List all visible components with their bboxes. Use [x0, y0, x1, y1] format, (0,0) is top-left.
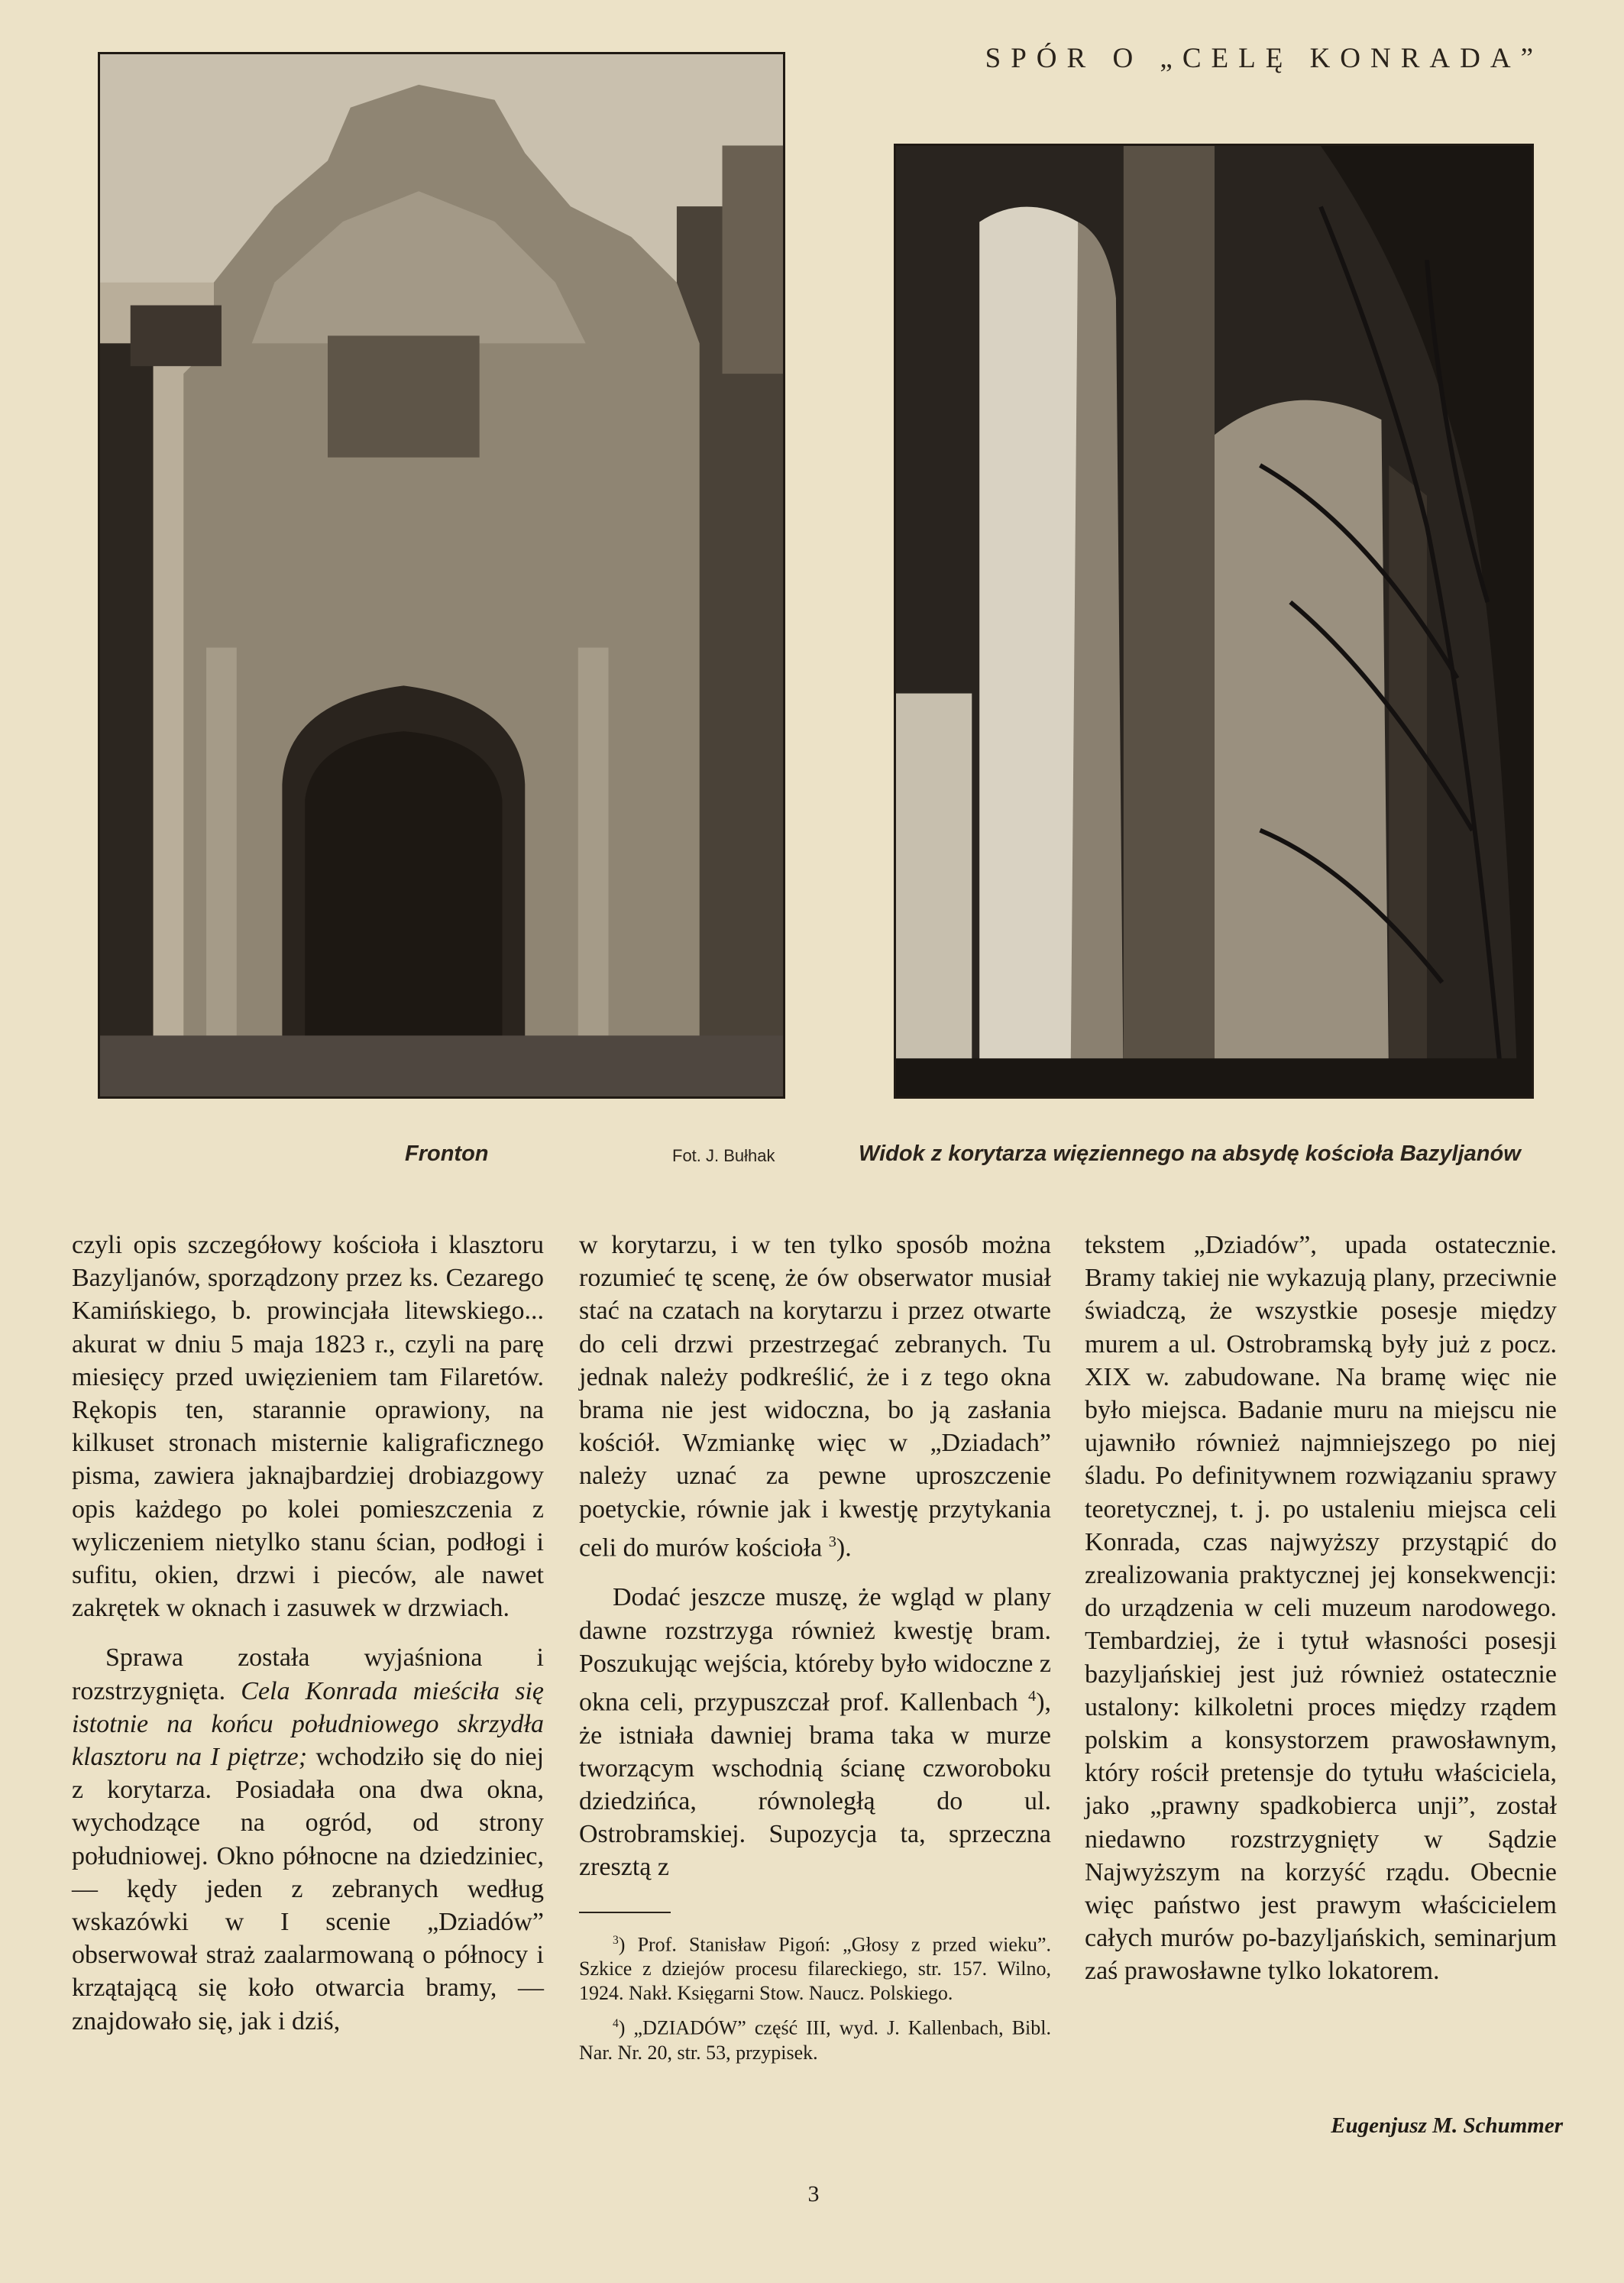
paragraph-4 [579, 1581, 1051, 1883]
paragraph-4-text: Dodać jeszcze muszę, że wgląd w plany dawne rozstrzyga również kwestję bram. Poszukując wejścia, któreby było widoczne z okna celi, przypuszczał prof. Kallenbach [579, 1583, 1051, 1717]
footnote-ref-3: 3 [828, 1533, 836, 1550]
paragraph-4-end: ), że istniała dawniej brama taka w murze tworzącym wschodnią ścianę czworoboku dziedzińca, równoległą do ul. Ostrobramskiej. Supozycja ta, sprzeczna zresztą z [579, 1688, 1052, 1882]
footnote-4-mark: 4 [613, 2017, 619, 2031]
footnote-4-text: „DZIADÓW” część III, wyd. J. Kallenbach, Bibl. Nar. Nr. 20, str. 53, przypisek. [579, 2016, 1051, 2064]
paragraph-2 [72, 1641, 544, 2037]
author-signature: Eugenjusz M. Schummer [1331, 2113, 1563, 2138]
running-title: SPÓR O „CELĘ KONRADA” [985, 43, 1543, 74]
photo-credit: Fot. J. Bułhak [672, 1146, 775, 1165]
fronton-photo-drawing [100, 54, 783, 1096]
footnote-3: $^3$) Prof. Stanisław Pigoń: „Głosy z przed wieku”. Szkice z dziejów procesu filareckiego, str. 157. Wilno, 1924. Nakł. Księgarni Stow. Naucz. Polskiego. [579, 1933, 1051, 2005]
page-number: 3 [807, 2181, 820, 2207]
corridor-view-photo-drawing [896, 146, 1532, 1096]
paragraph-3-text: w korytarzu, i w ten tylko sposób można rozumieć tę scenę, że ów obserwator musiał stać na czatach na korytarzu i przez otwarte do celi drzwi przestrzegać zebranych. Tu jednak należy podkreślić, że i z tego okna brama nie jest widoczna, bo ją zasłania kościół. Wzmiankę więc w „Dziadach” należy uznać za pewne uproszczenie poetyckie, równie jak i kwestję przytykania celi do murów kościoła [579, 1231, 1051, 1562]
paragraph-1: czyli opis szczegółowy kościoła i klasztoru Bazyljanów, sporządzony przez ks. Cezarego Kamińskiego, b. prowincjała litewskiego... akurat w dniu 5 maja 1823 r., czyli na parę miesięcy przed uwięzieniem tam Filaretów. Rękopis ten, starannie oprawiony, na kilkuset stronach misternie kaligraficznego pisma, zawiera jaknajbardziej drobiazgowy opis każdego po kolei pomieszczenia z wyliczeniem nietylko stanu ścian, podłogi i sufitu, okien, drzwi i pieców, ale nawet zakrętek w oknach i zasuwek w drzwiach. [72, 1231, 544, 1623]
paragraph-3 [579, 1229, 1051, 1564]
footnote-3-mark: 3 [613, 1933, 619, 1947]
paragraph-2-emphasis: Cela Konrada mieściła się istotnie na końcu południowego skrzydła klasztoru na I piętrze; [72, 1676, 545, 1772]
fronton-photo [98, 52, 785, 1099]
paragraph-5: tekstem „Dziadów”, upada ostatecznie. Bramy takiej nie wykazują plany, przeciwnie świadczą, że wszystkie posesje między murem a ul. Ostrobramską były już z pocz. XIX w. zabudowane. Na bramę więc nie było miejsca. Badanie muru na miejscu nie ujawniło również najmniejszego po niej śladu. Po definitywnem rozwiązaniu sprawy teoretycznej, t. j. po ustaleniu miejsca celi Konrada, czas najwyższy przystąpić do zrealizowania praktycznej jej konsekwencji: do urządzenia w celi muzeum narodowego. Tembardziej, że i tytuł własności posesji bazyljańskiej jest już również ostatecznie ustalony: kilkoletni proces między rządem polskim a konsystorzem prawosławnym, który rościł pretensje do tytułu właściciela, jako „prawny spadkobierca unji”, został niedawno rozstrzygnięty w Sądzie Najwyższym na korzyść rządu. Obecnie więc państwo jest prawym właścicielem całych murów po-bazyljańskich, seminarjum zaś prawosławne tylko lokatorem. [1085, 1231, 1557, 1986]
footnote-3-text: Prof. Stanisław Pigoń: „Głosy z przed wieku”. Szkice z dziejów procesu filareckiego, str. 157. Wilno, 1924. Nakł. Księgarni Stow. Naucz. Polskiego. [579, 1933, 1051, 2005]
corridor-view-photo [894, 144, 1534, 1099]
column-2 [579, 1229, 1051, 2065]
paragraph-2-text-a: Sprawa została wyjaśniona i rozstrzygnięta. [72, 1643, 544, 1705]
paragraph-2-text-b: wchodziło się do niej z korytarza. Posiadała ona dwa okna, wychodzące na ogród, od strony południowej. Okno północne na dziedziniec, — kędy jeden z zebranych według wskazówki w I scenie „Dziadów” obserwował straż zaalarmowaną o północy i krzątającą się koło otwarcia bramy, — znajdowało się, jak i dziś, [72, 1743, 545, 2035]
column-3 [1085, 1229, 1557, 1988]
caption-corridor-view: Widok z korytarza więziennego na absydę kościoła Bazyljanów [859, 1142, 1521, 1166]
caption-fronton: Fronton [405, 1142, 489, 1166]
footnote-ref-4: 4 [1027, 1687, 1037, 1705]
column-1 [72, 1229, 544, 2038]
footnote-divider [579, 1912, 671, 1913]
footnote-4: $^4$) „DZIADÓW” część III, wyd. J. Kallenbach, Bibl. Nar. Nr. 20, str. 53, przypisek. [579, 2016, 1051, 2064]
paragraph-3-end: ). [836, 1533, 852, 1562]
